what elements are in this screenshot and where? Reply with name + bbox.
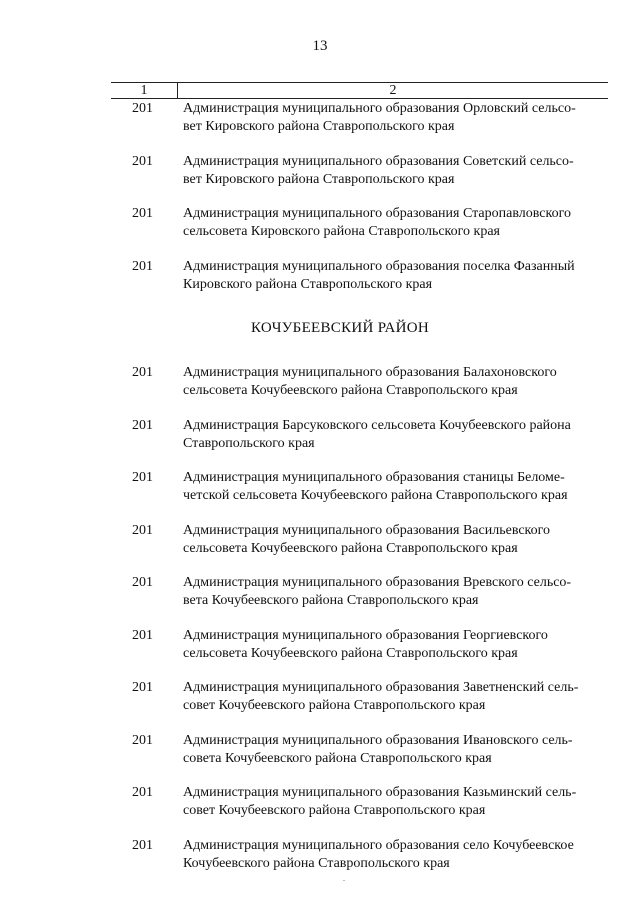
list-item xyxy=(0,574,640,627)
entry-code: 201 xyxy=(132,837,153,853)
entry-text xyxy=(183,732,608,768)
list-item xyxy=(0,258,640,311)
entry-text xyxy=(183,784,608,820)
entry-text-line: Администрация муниципального образования Георгиевского xyxy=(183,627,548,643)
entry-text-line: сельсовета Кочубеевского района Ставропольского края xyxy=(183,383,518,398)
table-header-col1: 1 xyxy=(140,83,148,98)
entry-code: 201 xyxy=(132,627,153,643)
entry-code: 201 xyxy=(132,522,153,538)
entry-text xyxy=(183,364,608,400)
entry-code: 201 xyxy=(132,258,153,274)
entry-text-line: Администрация муниципального образования село Кочубеевское xyxy=(183,837,574,853)
entry-code: 201 xyxy=(132,417,153,433)
entry-text-line: вет Кировского района Ставропольского края xyxy=(183,119,455,134)
list-item xyxy=(0,469,640,522)
entry-text-line: Администрация муниципального образования Вревского сельсо- xyxy=(183,575,572,590)
entry-code: 201 xyxy=(132,785,153,800)
entry-text-line: Администрация муниципального образования поселка Фазанный xyxy=(183,258,575,274)
entry-text-line: совет Кочубеевского района Ставропольского края xyxy=(183,698,486,713)
entry-text xyxy=(183,205,608,241)
entry-text xyxy=(183,574,608,610)
entry-text-line: Администрация муниципального образования Советский сельсо- xyxy=(183,153,574,169)
table-header-row xyxy=(111,82,608,99)
entry-text-line: Администрация муниципального образования Ивановского сель- xyxy=(183,732,573,748)
entry-text-line: Администрация муниципального образования станицы Беломе- xyxy=(183,470,565,485)
entries-kochubeevsky xyxy=(0,364,640,889)
list-item xyxy=(0,364,640,417)
entry-text xyxy=(183,258,608,294)
entry-text-line: сельсовета Кировского района Ставропольского края xyxy=(183,224,500,239)
entry-code: 201 xyxy=(132,680,153,695)
entry-code: 201 xyxy=(132,206,153,221)
entry-text-line: совета Кочубеевского района Ставропольского края xyxy=(183,750,492,766)
entry-code: 201 xyxy=(132,470,153,485)
entry-text-line: Кочубеевского района Ставропольского края xyxy=(183,855,450,871)
entry-text-line: Администрация муниципального образования Балахоновского xyxy=(183,365,557,380)
entry-text xyxy=(183,469,608,505)
entry-text-line: Администрация муниципального образования Орловский сельсо- xyxy=(183,101,576,116)
entries-kirovsky xyxy=(0,100,640,310)
entry-text xyxy=(183,627,608,663)
entry-text-line: Администрация муниципального образования Старопавловского xyxy=(183,206,571,221)
entry-text xyxy=(183,153,608,189)
list-item xyxy=(0,679,640,732)
entry-text-line: Администрация муниципального образования Васильевского xyxy=(183,522,551,538)
list-item xyxy=(0,205,640,258)
list-item xyxy=(0,837,640,890)
entry-code: 201 xyxy=(132,153,153,169)
entry-text xyxy=(183,679,608,715)
entry-text-line: четской сельсовета Кочубеевского района Ставропольского края xyxy=(183,488,568,503)
page-number: 13 xyxy=(312,38,328,54)
entry-text-line: вета Кочубеевского района Ставропольского края xyxy=(183,593,479,608)
table-header-col2: 2 xyxy=(389,83,397,98)
list-item xyxy=(0,784,640,837)
entry-text-line: Администрация муниципального образования Казьминский сель- xyxy=(183,785,577,800)
entry-text-line: Администрация Барсуковского сельсовета Кочубеевского района xyxy=(183,417,571,433)
entry-text-line: сельсовета Кочубеевского района Ставропольского края xyxy=(183,540,518,556)
entry-text-line: Администрация муниципального образования Заветненский сель- xyxy=(183,680,579,695)
entry-code: 201 xyxy=(132,732,153,748)
entry-text-line: Ставропольского края xyxy=(183,435,315,451)
entry-text xyxy=(183,417,608,453)
list-item xyxy=(0,417,640,470)
list-item xyxy=(0,732,640,785)
entry-code: 201 xyxy=(132,101,153,116)
list-item xyxy=(0,100,640,153)
section-heading: КОЧУБЕЕВСКИЙ РАЙОН xyxy=(251,320,429,336)
entry-text-line: Кировского района Ставропольского края xyxy=(183,276,433,292)
entry-text-line: совет Кочубеевского района Ставропольского края xyxy=(183,803,486,818)
list-item xyxy=(0,153,640,206)
list-item xyxy=(0,627,640,680)
entry-text xyxy=(183,522,608,558)
entry-text xyxy=(183,100,608,136)
entry-text xyxy=(183,837,608,873)
entry-text-line: сельсовета Кочубеевского района Ставропольского края xyxy=(183,645,518,661)
list-item xyxy=(0,522,640,575)
entry-code: 201 xyxy=(132,365,153,380)
entry-code: 201 xyxy=(132,575,153,590)
scan-speck xyxy=(343,880,345,881)
document-body xyxy=(0,100,640,889)
entry-text-line: вет Кировского района Ставропольского края xyxy=(183,171,455,187)
